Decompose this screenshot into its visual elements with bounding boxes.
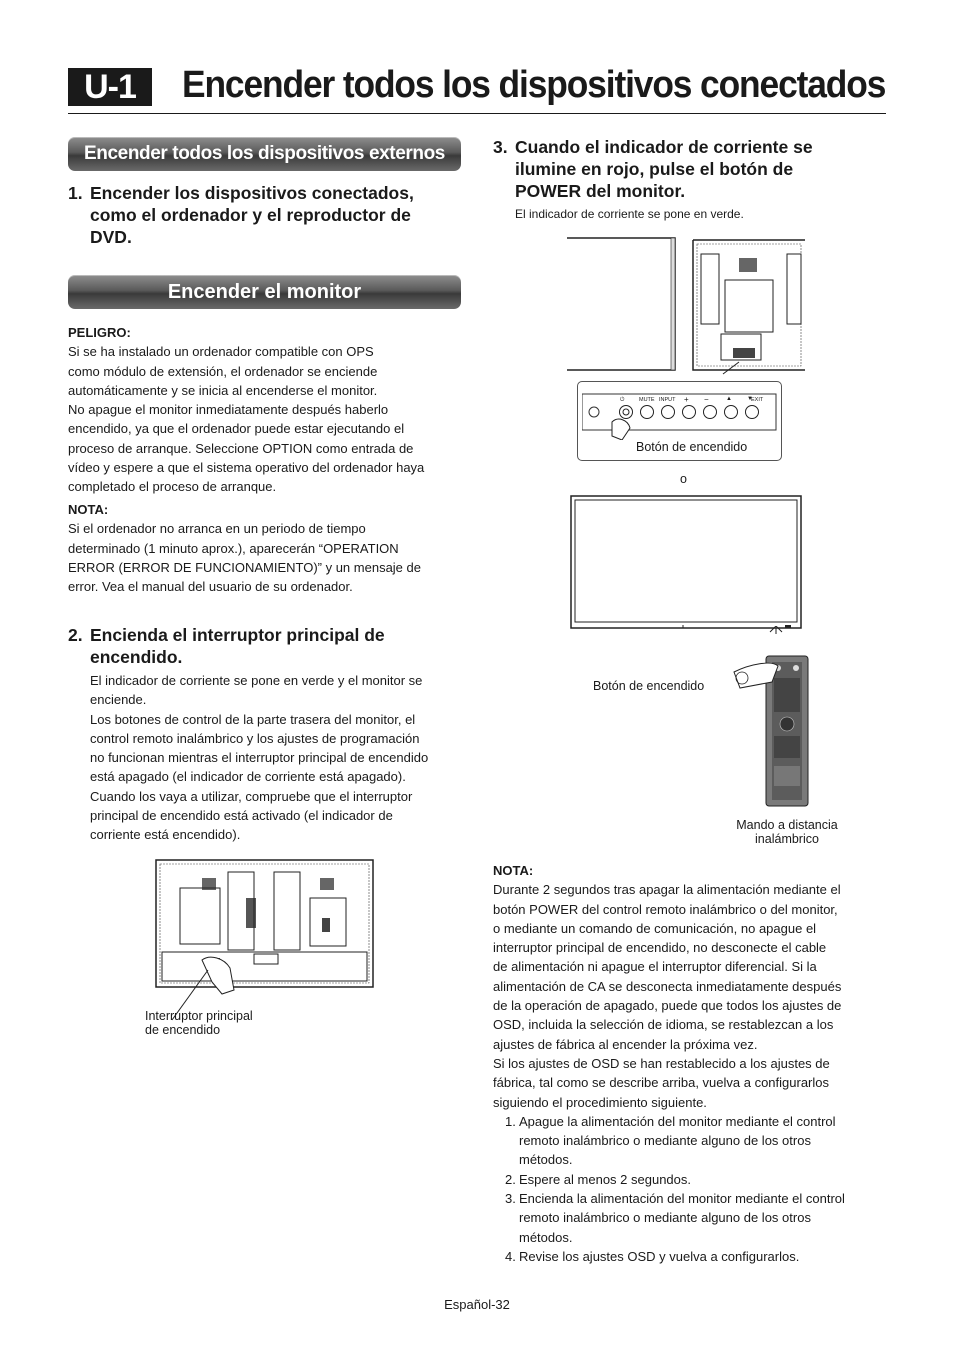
note-block-right: [493, 861, 893, 1266]
list-item: [493, 1189, 893, 1247]
list-line: Apague la alimentación del monitor mediante el control: [519, 1113, 836, 1129]
step-2-body-line: está apagado (el indicador de corriente está apagado).: [90, 769, 406, 785]
remote-power-button-caption: Botón de encendido: [593, 679, 705, 693]
monitor-side-back-illustration: [565, 234, 807, 376]
step-1-number: 1.: [68, 183, 83, 203]
note-line: interruptor principal de encendido, no desconecte el cable: [493, 940, 827, 956]
section-heading-monitor-label: Encender el monitor: [167, 281, 362, 303]
caption-line: Mando a distancia: [736, 818, 838, 832]
danger-block: [68, 323, 468, 497]
note-line: botón POWER del control remoto inalámbrico o del monitor,: [493, 901, 838, 917]
step-2-body: [90, 671, 470, 845]
list-item: [493, 1170, 893, 1189]
note-line: alimentación de CA se desconecta inmediatamente después: [493, 978, 842, 994]
danger-line: como módulo de extensión, el ordenador se enciende: [68, 363, 378, 379]
step-3-heading: [493, 136, 903, 206]
panel-label-plus: +: [684, 395, 689, 404]
step-2-body-line: Cuando los vaya a utilizar, compruebe que el interruptor: [90, 788, 413, 804]
section-heading-monitor: [68, 275, 461, 309]
note-line: error. Vea el manual del usuario de su ordenador.: [68, 579, 353, 595]
section-heading-external-label: Encender todos los dispositivos externos: [84, 143, 445, 164]
list-number: 4.: [505, 1248, 516, 1264]
list-number: 1.: [505, 1113, 516, 1129]
danger-line: vídeo y espere a que el sistema operativo del ordenador haya: [68, 460, 425, 476]
reset-procedure-list: [493, 1112, 893, 1266]
step-3-line: Cuando el indicador de corriente se: [515, 137, 813, 157]
note-line: o mediante un comando de comunicación, no apague el: [493, 920, 817, 936]
list-line: Espere al menos 2 segundos.: [519, 1171, 691, 1187]
list-line: remoto inalámbrico o mediante alguno de los otros: [519, 1210, 811, 1226]
list-line: métodos.: [519, 1152, 573, 1168]
page-number: Español-32: [444, 1297, 510, 1312]
remote-control-illustration: [720, 626, 840, 812]
caption-line: de encendido: [145, 1023, 221, 1037]
step-2-body-line: control remoto inalámbrico y los ajustes de programación: [90, 730, 420, 746]
note-line: Si los ajustes de OSD se han restablecido a los ajustes de: [493, 1055, 830, 1071]
step-2-body-line: no funcionan mientras el interruptor principal de encendido: [90, 750, 429, 766]
page-title: Encender todos los dispositivos conectados: [182, 64, 886, 106]
step-3-line: POWER del monitor.: [515, 181, 686, 201]
note-line: fábrica, tal como se describe arriba, vuelva a configurarlos: [493, 1075, 829, 1091]
caption-line: Interruptor principal: [145, 1009, 253, 1023]
panel-label-down: ▼: [747, 396, 753, 402]
section-heading-external: [68, 137, 461, 171]
step-3-line: ilumine en rojo, pulse el botón de: [515, 159, 794, 179]
step-2-heading: [68, 624, 468, 670]
list-number: 2.: [505, 1171, 516, 1187]
note-line: Si el ordenador no arranca en un periodo de tiempo: [68, 521, 366, 537]
note-block-left: [68, 500, 468, 596]
note-heading: NOTA:: [68, 502, 109, 517]
note-line: siguiendo el procedimiento siguiente.: [493, 1094, 707, 1110]
danger-line: completado el proceso de arranque.: [68, 479, 277, 495]
note-heading: NOTA:: [493, 863, 534, 878]
danger-line: automáticamente y se inicia al encenderse el monitor.: [68, 382, 378, 398]
danger-line: No apague el monitor inmediatamente después haberlo: [68, 402, 389, 418]
step-2-number: 2.: [68, 625, 83, 645]
note-line: de la operación de apagado, puede que todos los ajustes de: [493, 998, 842, 1014]
step-3-number: 3.: [493, 137, 508, 157]
note-line: OSD, incluida la selección de idioma, se restablezcan a los: [493, 1017, 834, 1033]
power-button-caption: Botón de encendido: [636, 440, 748, 454]
danger-heading: PELIGRO:: [68, 325, 131, 340]
step-2-body-line: corriente está encendido).: [90, 827, 241, 843]
panel-label-exit: EXIT: [751, 397, 764, 403]
step-3-subtext: El indicador de corriente se pone en verde.: [515, 207, 744, 221]
step-1-line: DVD.: [90, 227, 132, 247]
step-2-body-line: El indicador de corriente se pone en verde y el monitor se: [90, 673, 423, 688]
list-item: [493, 1247, 893, 1266]
danger-line: Si se ha instalado un ordenador compatible con OPS: [68, 344, 374, 360]
caption-line: inalámbrico: [755, 832, 819, 846]
note-line: determinado (1 minuto aprox.), aparecerán “OPERATION: [68, 540, 399, 556]
monitor-front-illustration: [569, 494, 805, 634]
list-line: Encienda la alimentación del monitor mediante el control: [519, 1191, 845, 1207]
step-1-line: Encender los dispositivos conectados,: [90, 183, 414, 203]
panel-label-input: INPUT: [659, 397, 676, 403]
note-line: ajustes de fábrica al encender la próxima vez.: [493, 1036, 758, 1052]
list-line: remoto inalámbrico o mediante alguno de los otros: [519, 1133, 811, 1149]
or-separator: o: [680, 472, 687, 486]
step-1-heading: [68, 182, 468, 252]
list-line: Revise los ajustes OSD y vuelva a configurarlos.: [519, 1248, 800, 1264]
danger-line: encendido, ya que el ordenador puede estar ejecutando el: [68, 421, 405, 437]
list-number: 3.: [505, 1191, 516, 1207]
step-2-body-line: principal de encendido está activado (el indicador de: [90, 808, 393, 824]
main-switch-caption: [145, 1009, 315, 1037]
panel-label-mute: MUTE: [639, 397, 655, 403]
step-2-body-line: enciende.: [90, 692, 147, 708]
list-item: [493, 1112, 893, 1170]
list-line: métodos.: [519, 1229, 573, 1245]
power-symbol-icon: ⏻: [620, 397, 625, 403]
remote-caption: [712, 818, 862, 846]
step-2-body-line: Los botones de control de la parte trasera del monitor, el: [90, 711, 416, 727]
step-2-line: Encienda el interruptor principal de: [90, 625, 385, 645]
title-rule: [68, 113, 886, 114]
note-line: de alimentación ni apague el interruptor diferencial. Si la: [493, 959, 817, 975]
note-line: Durante 2 segundos tras apagar la alimentación mediante el: [493, 882, 841, 898]
chapter-badge: U-1: [68, 68, 152, 106]
panel-label-minus: −: [704, 395, 709, 404]
panel-label-up: ▲: [726, 396, 732, 402]
step-2-line: encendido.: [90, 647, 183, 667]
note-line: ERROR (ERROR DE FUNCIONAMIENTO)” y un mensaje de: [68, 559, 421, 575]
danger-line: proceso de arranque. Seleccione OPTION como entrada de: [68, 440, 414, 456]
step-1-line: como el ordenador y el reproductor de: [90, 205, 411, 225]
